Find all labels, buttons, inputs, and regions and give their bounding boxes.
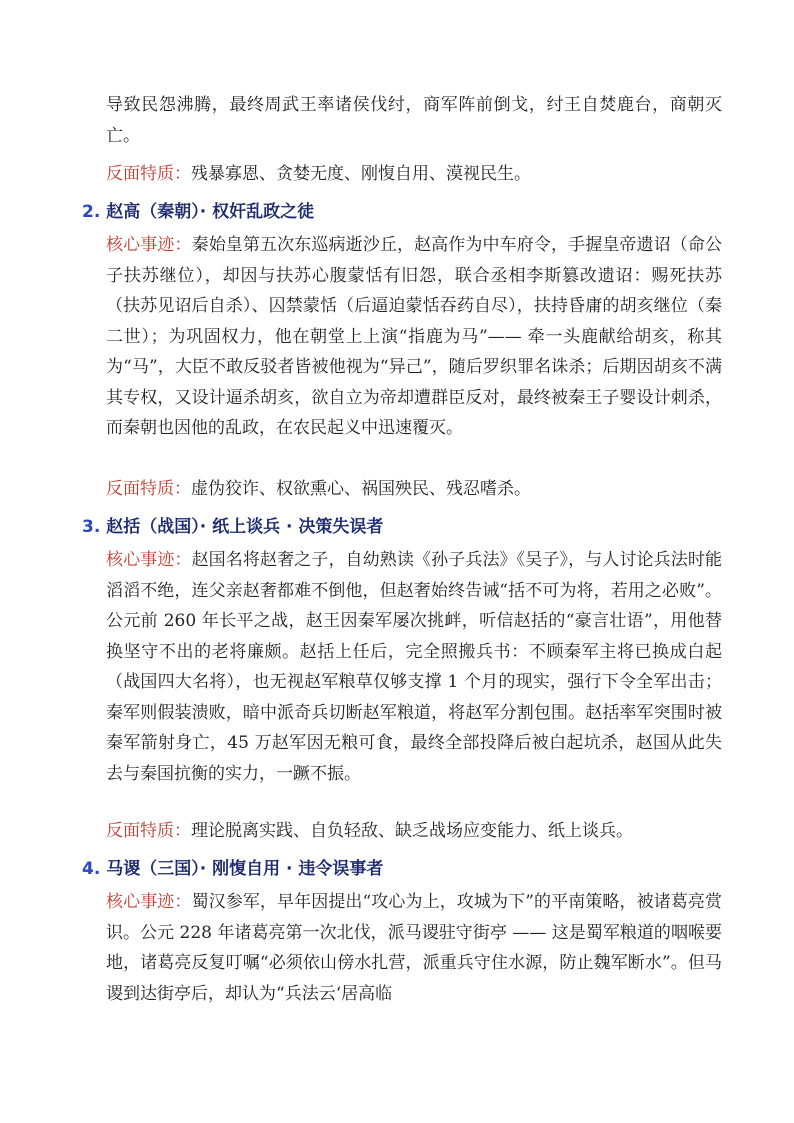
section-4-deeds-block	[106, 887, 722, 1009]
trait-text: 虚伪狡诈、权欲熏心、祸国殃民、残忍嗜杀。	[191, 479, 531, 499]
section-heading-3	[82, 515, 722, 539]
section-title: 赵高（秦朝）· 权奸乱政之徒	[106, 202, 315, 222]
trait-paragraph	[106, 816, 722, 847]
section-title: 赵括（战国）· 纸上谈兵 · 决策失误者	[106, 517, 384, 537]
section-title: 马谡（三国）· 刚愎自用 · 违令误事者	[106, 859, 384, 879]
section-heading-4	[82, 857, 722, 881]
deeds-text: 赵国名将赵奢之子，自幼熟读《孙子兵法》《吴子》，与人讨论兵法时能滔滔不绝，连父亲赵奢都难不倒他，但赵奢始终告诫“括不可为将，若用之必败”。公元前 260 年长平之战，赵王因秦军屡次挑衅，听信赵括的“豪言壮语”，用他替换坚守不出的老将廉颇。赵括上任后，完全照搬兵书：不顾秦军主将已换成白起（战国四大名将），也无视赵军粮草仅够支撑 1 个月的现实，强行下令全军出击；秦军则假装溃败，暗中派奇兵切断赵军粮道，将赵军分割包围。赵括率军突围时被秦军箭射身亡，45 万赵军因无粮可食，最终全部投降后被白起坑杀，赵国从此失去与秦国抗衡的实力，一蹶不振。	[106, 550, 723, 784]
intro-paragraph: 导致民怨沸腾，最终周武王率诸侯伐纣，商军阵前倒戈，纣王自焚鹿台，商朝灭亡。	[106, 95, 722, 146]
deeds-label: 核心事迹：	[106, 550, 192, 570]
deeds-text: 蜀汉参军，早年因提出“攻心为上，攻城为下”的平南策略，被诸葛亮赏识。公元 228 年诸葛亮第一次北伐，派马谡驻守街亭 —— 这是蜀军粮道的咽喉要地，诸葛亮反复叮嘱“必须依山傍水扎营，派重兵守住水源，防止魏军断水”。但马谡到达街亭后，却认为“兵法云‘居高临	[106, 892, 723, 1004]
section-2-deeds-block	[106, 230, 722, 444]
section-3-deeds-block	[106, 545, 722, 789]
deeds-label: 核心事迹：	[106, 235, 192, 255]
trait-paragraph	[106, 474, 722, 505]
trait-text: 理论脱离实践、自负轻敌、缺乏战场应变能力、纸上谈兵。	[191, 821, 633, 841]
section-number: 2.	[82, 202, 101, 222]
section-3-trait-block	[106, 816, 722, 847]
section-number: 4.	[82, 859, 101, 879]
trait-label: 反面特质：	[106, 164, 191, 184]
deeds-paragraph	[106, 545, 722, 789]
trait-label: 反面特质：	[106, 821, 191, 841]
intro-block	[106, 90, 722, 151]
deeds-text: 秦始皇第五次东巡病逝沙丘，赵高作为中车府令，手握皇帝遗诏（命公子扶苏继位），却因与扶苏心腹蒙恬有旧怨，联合丞相李斯篡改遗诏：赐死扶苏（扶苏见诏后自杀）、囚禁蒙恬（后逼迫蒙恬吞药自尽），扶持昏庸的胡亥继位（秦二世）；为巩固权力，他在朝堂上上演“指鹿为马”—— 牵一头鹿献给胡亥，称其为“马”，大臣不敢反驳者皆被他视为“异己”，随后罗织罪名诛杀；后期因胡亥不满其专权，又设计逼杀胡亥，欲自立为帝却遭群臣反对，最终被秦王子婴设计刺杀，而秦朝也因他的乱政，在农民起义中迅速覆灭。	[106, 235, 723, 438]
section-2-trait-block	[106, 474, 722, 505]
section-heading-2	[82, 200, 722, 224]
deeds-paragraph	[106, 230, 722, 444]
trait-text: 残暴寡恩、贪婪无度、刚愎自用、漠视民生。	[191, 164, 531, 184]
intro-trait-paragraph	[106, 159, 722, 190]
trait-label: 反面特质：	[106, 479, 191, 499]
section-number: 3.	[82, 517, 101, 537]
deeds-paragraph	[106, 887, 722, 1009]
intro-trait-block	[106, 159, 722, 190]
deeds-label: 核心事迹：	[106, 892, 192, 912]
